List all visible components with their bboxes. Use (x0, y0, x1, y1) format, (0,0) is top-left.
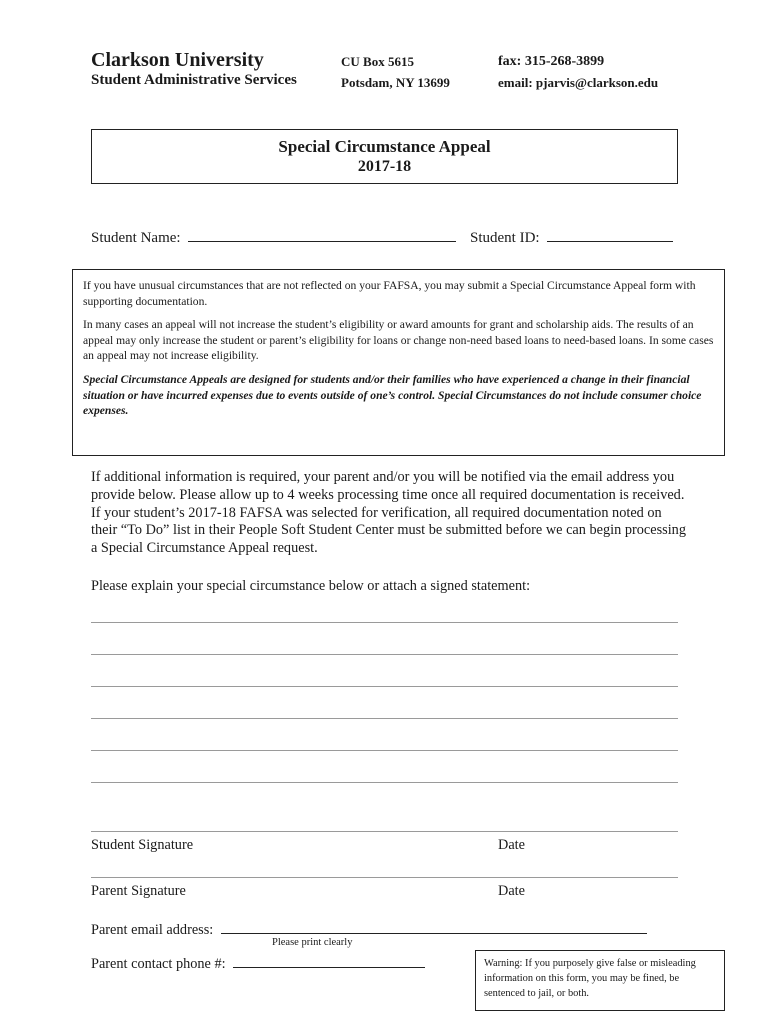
explanation-line[interactable] (91, 782, 678, 783)
department-name: Student Administrative Services (91, 72, 297, 88)
student-id-label: Student ID: (470, 230, 540, 246)
explanation-line[interactable] (91, 750, 678, 751)
student-name-field[interactable] (188, 227, 456, 242)
form-year: 2017-18 (357, 158, 412, 175)
parent-phone-row (91, 953, 425, 973)
cu-box: CU Box 5615 (341, 54, 414, 69)
email-address: email: pjarvis@clarkson.edu (498, 75, 659, 90)
print-clearly-note: Please print clearly (272, 937, 353, 948)
title-box (91, 129, 678, 184)
student-signature-label: Student Signature (91, 837, 194, 853)
parent-date-label: Date (498, 883, 525, 899)
info-paragraph-2: In many cases an appeal will not increase the student’s eligibility or award amounts for grant and scholarship aids. The results of an appeal may only increase the student or parent’s eligibility for loans or change non-need based loans to need-based loans. In some cases an appeal may not increase eligibility. (83, 318, 714, 363)
parent-signature-label: Parent Signature (91, 883, 186, 899)
parent-phone-label: Parent contact phone #: (91, 956, 226, 972)
city-address: Potsdam, NY 13699 (341, 75, 450, 90)
instructions-paragraph: If additional information is required, your parent and/or you will be notified via the email address you provide below. Please allow up to 4 weeks processing time once all required documentation is received. If your student’s 2017-18 FAFSA was selected for verification, all required documentation noted on their “To Do” list in their People Soft Student Center must be submitted before we can begin processing a Special Circumstance Appeal request. (91, 469, 686, 557)
info-paragraph-1: If you have unusual circumstances that are not reflected on your FAFSA, you may submit a Special Circumstance Appeal form with supporting documentation. (83, 279, 696, 308)
university-name: Clarkson University (91, 49, 264, 71)
explanation-line[interactable] (91, 718, 678, 719)
explanation-line[interactable] (91, 654, 678, 655)
student-id-row (470, 227, 673, 247)
warning-box (475, 950, 725, 1011)
student-date-label: Date (498, 837, 525, 853)
parent-email-field[interactable] (221, 919, 647, 934)
parent-signature-line[interactable] (91, 877, 678, 878)
student-name-label: Student Name: (91, 230, 181, 246)
info-box (72, 269, 725, 456)
student-signature-line[interactable] (91, 831, 678, 832)
parent-phone-field[interactable] (233, 953, 425, 968)
explanation-line[interactable] (91, 686, 678, 687)
parent-email-label: Parent email address: (91, 922, 214, 938)
explain-prompt: Please explain your special circumstance below or attach a signed statement: (91, 578, 531, 594)
explanation-line[interactable] (91, 622, 678, 623)
info-paragraph-3: Special Circumstance Appeals are designed for students and/or their families who have experienced a change in their financial situation or have incurred expenses due to events outside of one’s control. Special Circumstances do not include consumer choice expenses. (83, 372, 702, 418)
form-title: Special Circumstance Appeal (278, 137, 491, 156)
student-name-row (91, 227, 456, 247)
parent-email-row (91, 919, 647, 939)
fax-number: fax: 315-268-3899 (498, 54, 605, 69)
warning-text: Warning: If you purposely give false or misleading information on this form, you may be fined, be sentenced to jail, or both. (484, 958, 696, 999)
student-id-field[interactable] (547, 227, 673, 242)
